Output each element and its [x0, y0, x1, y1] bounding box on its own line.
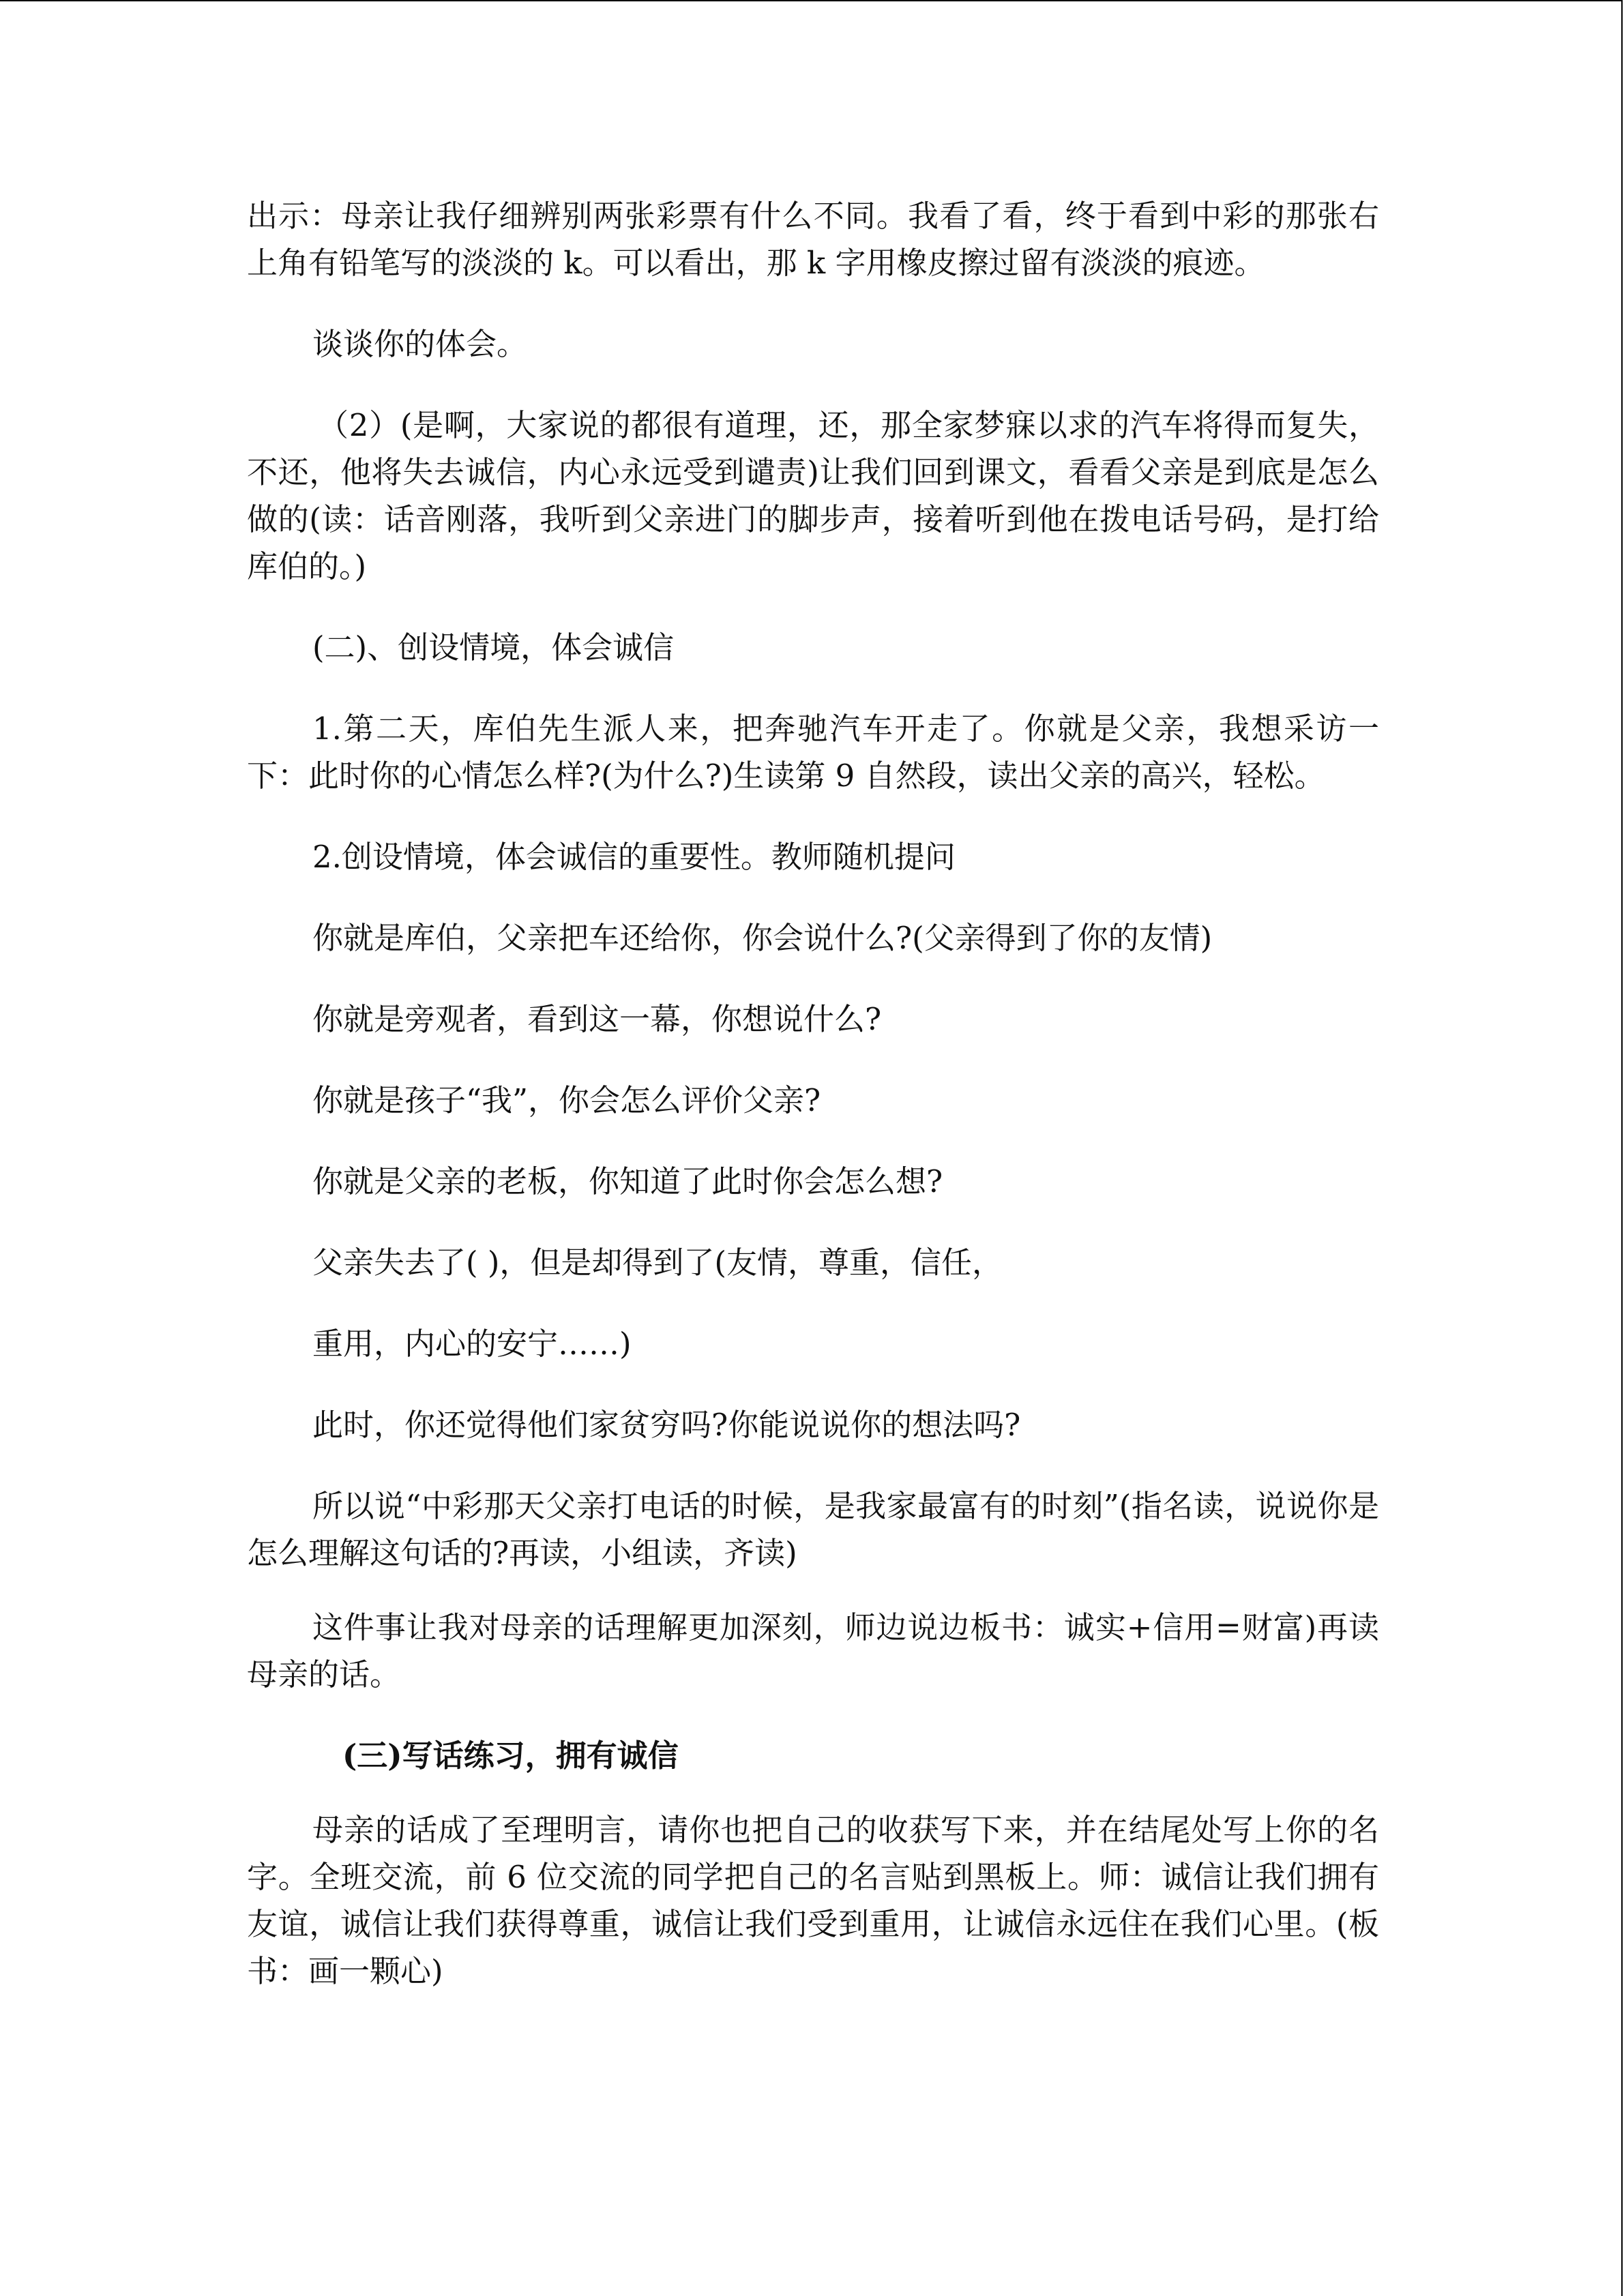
- paragraph-role-cooper: 你就是库伯，父亲把车还给你，你会说什么?(父亲得到了你的友情): [312, 920, 1213, 956]
- paragraph-item-1: 1.第二天，库伯先生派人来，把奔驰汽车开走了。你就是父亲，我想采访一下：此时你的心情怎么样?(为什么?)生读第 9 自然段，读出父亲的高兴，轻松。: [247, 711, 1379, 794]
- paragraph-board-writing: 这件事让我对母亲的话理解更加深刻，师边说边板书：诚实+信用=财富)再读母亲的话。: [247, 1609, 1379, 1693]
- paragraph-talk-feeling: 谈谈你的体会。: [312, 326, 528, 362]
- paragraph-question-2: （2）(是啊，大家说的都很有道理，还，那全家梦寐以求的汽车将得而复失，不还，他将失去诚信，内心永远受到谴责)让我们回到课文，看看父亲是到底是怎么做的(读：话音刚落，我听到父亲进门的脚步声，接着听到他在拨电话号码，是打给库伯的。): [247, 407, 1379, 584]
- paragraph-still-poor: 此时，你还觉得他们家贫穷吗?你能说说你的想法吗?: [312, 1407, 1021, 1443]
- paragraph-role-onlooker: 你就是旁观者，看到这一幕，你想说什么?: [312, 1001, 882, 1037]
- paragraph-father-lost: 父亲失去了( )，但是却得到了(友情，尊重，信任，: [312, 1244, 1003, 1281]
- paragraph-role-boss: 你就是父亲的老板，你知道了此时你会怎么想?: [312, 1163, 943, 1199]
- paragraph-writing-practice: 母亲的话成了至理明言，请你也把自己的收获写下来，并在结尾处写上你的名字。全班交流，前 6 位交流的同学把自己的名言贴到黑板上。师：诚信让我们拥有友谊，诚信让我们获得尊重，诚信让我们受到重用，让诚信永远住在我们心里。(板书：画一颗心): [247, 1812, 1379, 1989]
- paragraph-role-child: 你就是孩子“我”，你会怎么评价父亲?: [312, 1082, 821, 1118]
- paragraph-richest-moment: 所以说“中彩那天父亲打电话的时候，是我家最富有的时刻”(指名读，说说你是怎么理解这句话的?再读，小组读，齐读): [247, 1488, 1379, 1571]
- section-heading-2: (二)、创设情境，体会诚信: [312, 629, 675, 666]
- paragraph-item-2: 2.创设情境，体会诚信的重要性。教师随机提问: [312, 839, 956, 875]
- paragraph-father-gained: 重用，内心的安宁……): [312, 1326, 632, 1362]
- document-body: [247, 192, 1379, 1995]
- paragraph-show-lottery: 出示：母亲让我仔细辨别两张彩票有什么不同。我看了看，终于看到中彩的那张右上角有铅笔写的淡淡的 k。可以看出，那 k 字用橡皮擦过留有淡淡的痕迹。: [247, 198, 1379, 281]
- section-heading-3: (三)写话练习，拥有诚信: [342, 1738, 679, 1774]
